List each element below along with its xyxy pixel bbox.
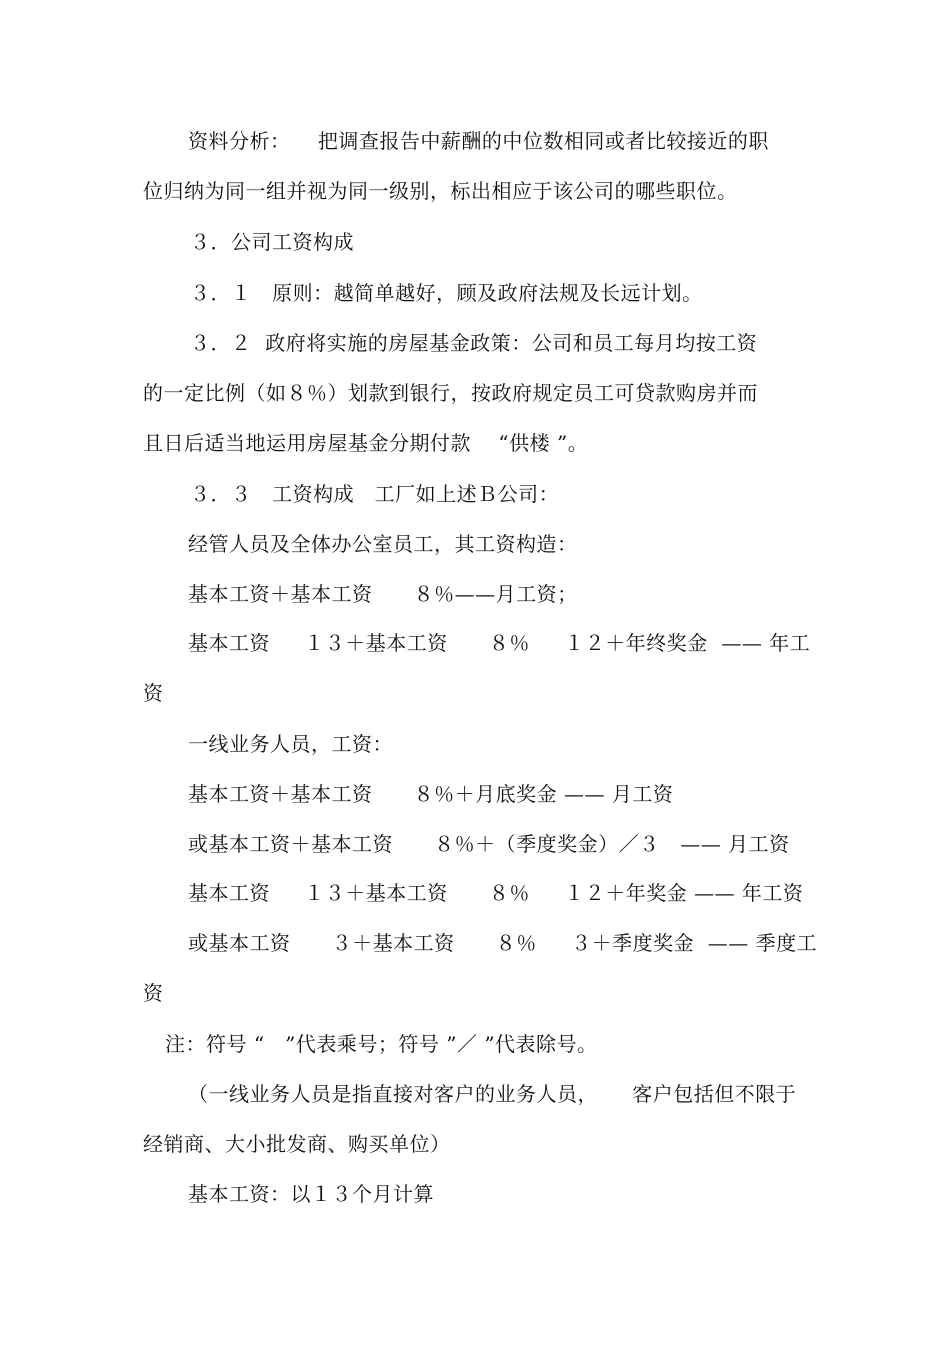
paragraph-line-3-2: ３．２ 政府将实施的房屋基金政策：公司和员工每月均按工资 — [190, 331, 758, 355]
formula-quarterly-frontline-cont: 资 — [143, 981, 164, 1005]
formula-quarterly-frontline: 或基本工资 ３＋基本工资 ８％ ３＋季度奖金 —— 季度工 — [188, 931, 818, 955]
formula-monthly-frontline-alt: 或基本工资＋基本工资 ８％＋（季度奖金）／３ —— 月工资 — [188, 832, 790, 856]
formula-annual-office-cont: 资 — [143, 681, 164, 705]
note-frontline-definition: （一线业务人员是指直接对客户的业务人员， 客户包括但不限于 — [188, 1082, 797, 1106]
paragraph-line-3-1: ３．１ 原则：越简单越好，顾及政府法规及长远计划。 — [190, 281, 703, 305]
paragraph-line-base-salary: 基本工资：以１３个月计算 — [188, 1182, 434, 1206]
paragraph-line-3-2-cont-1: 的一定比例（如８％）划款到银行，按政府规定员工可贷款购房并而 — [143, 381, 758, 405]
paragraph-line-frontline-staff: 一线业务人员，工资： — [188, 732, 393, 756]
formula-annual-office: 基本工资 １３＋基本工资 ８％ １２＋年终奖金 —— 年工 — [188, 631, 811, 655]
formula-monthly-office: 基本工资＋基本工资 ８％——月工资； — [188, 582, 578, 606]
note-symbols: 注：符号 “ ”代表乘号；符号 ”／ ”代表除号。 — [165, 1032, 598, 1056]
paragraph-line-3-3: ３．３ 工资构成 工厂如上述Ｂ公司： — [190, 482, 560, 506]
note-frontline-definition-cont: 经销商、大小批发商、购买单位） — [143, 1132, 451, 1156]
paragraph-line-analysis: 资料分析： 把调查报告中薪酬的中位数相同或者比较接近的职 — [188, 129, 769, 153]
formula-annual-frontline: 基本工资 １３＋基本工资 ８％ １２＋年奖金 —— 年工资 — [188, 881, 804, 905]
formula-monthly-frontline: 基本工资＋基本工资 ８％＋月底奖金 —— 月工资 — [188, 782, 674, 806]
paragraph-line-analysis-cont: 位归纳为同一组并视为同一级别，标出相应于该公司的哪些职位。 — [143, 179, 738, 203]
paragraph-line-office-staff: 经管人员及全体办公室员工，其工资构造： — [188, 532, 578, 556]
section-heading-3: ３．公司工资构成 — [190, 230, 354, 254]
paragraph-line-3-2-cont-2: 且日后适当地运用房屋基金分期付款 “供楼 ”。 — [143, 431, 589, 455]
